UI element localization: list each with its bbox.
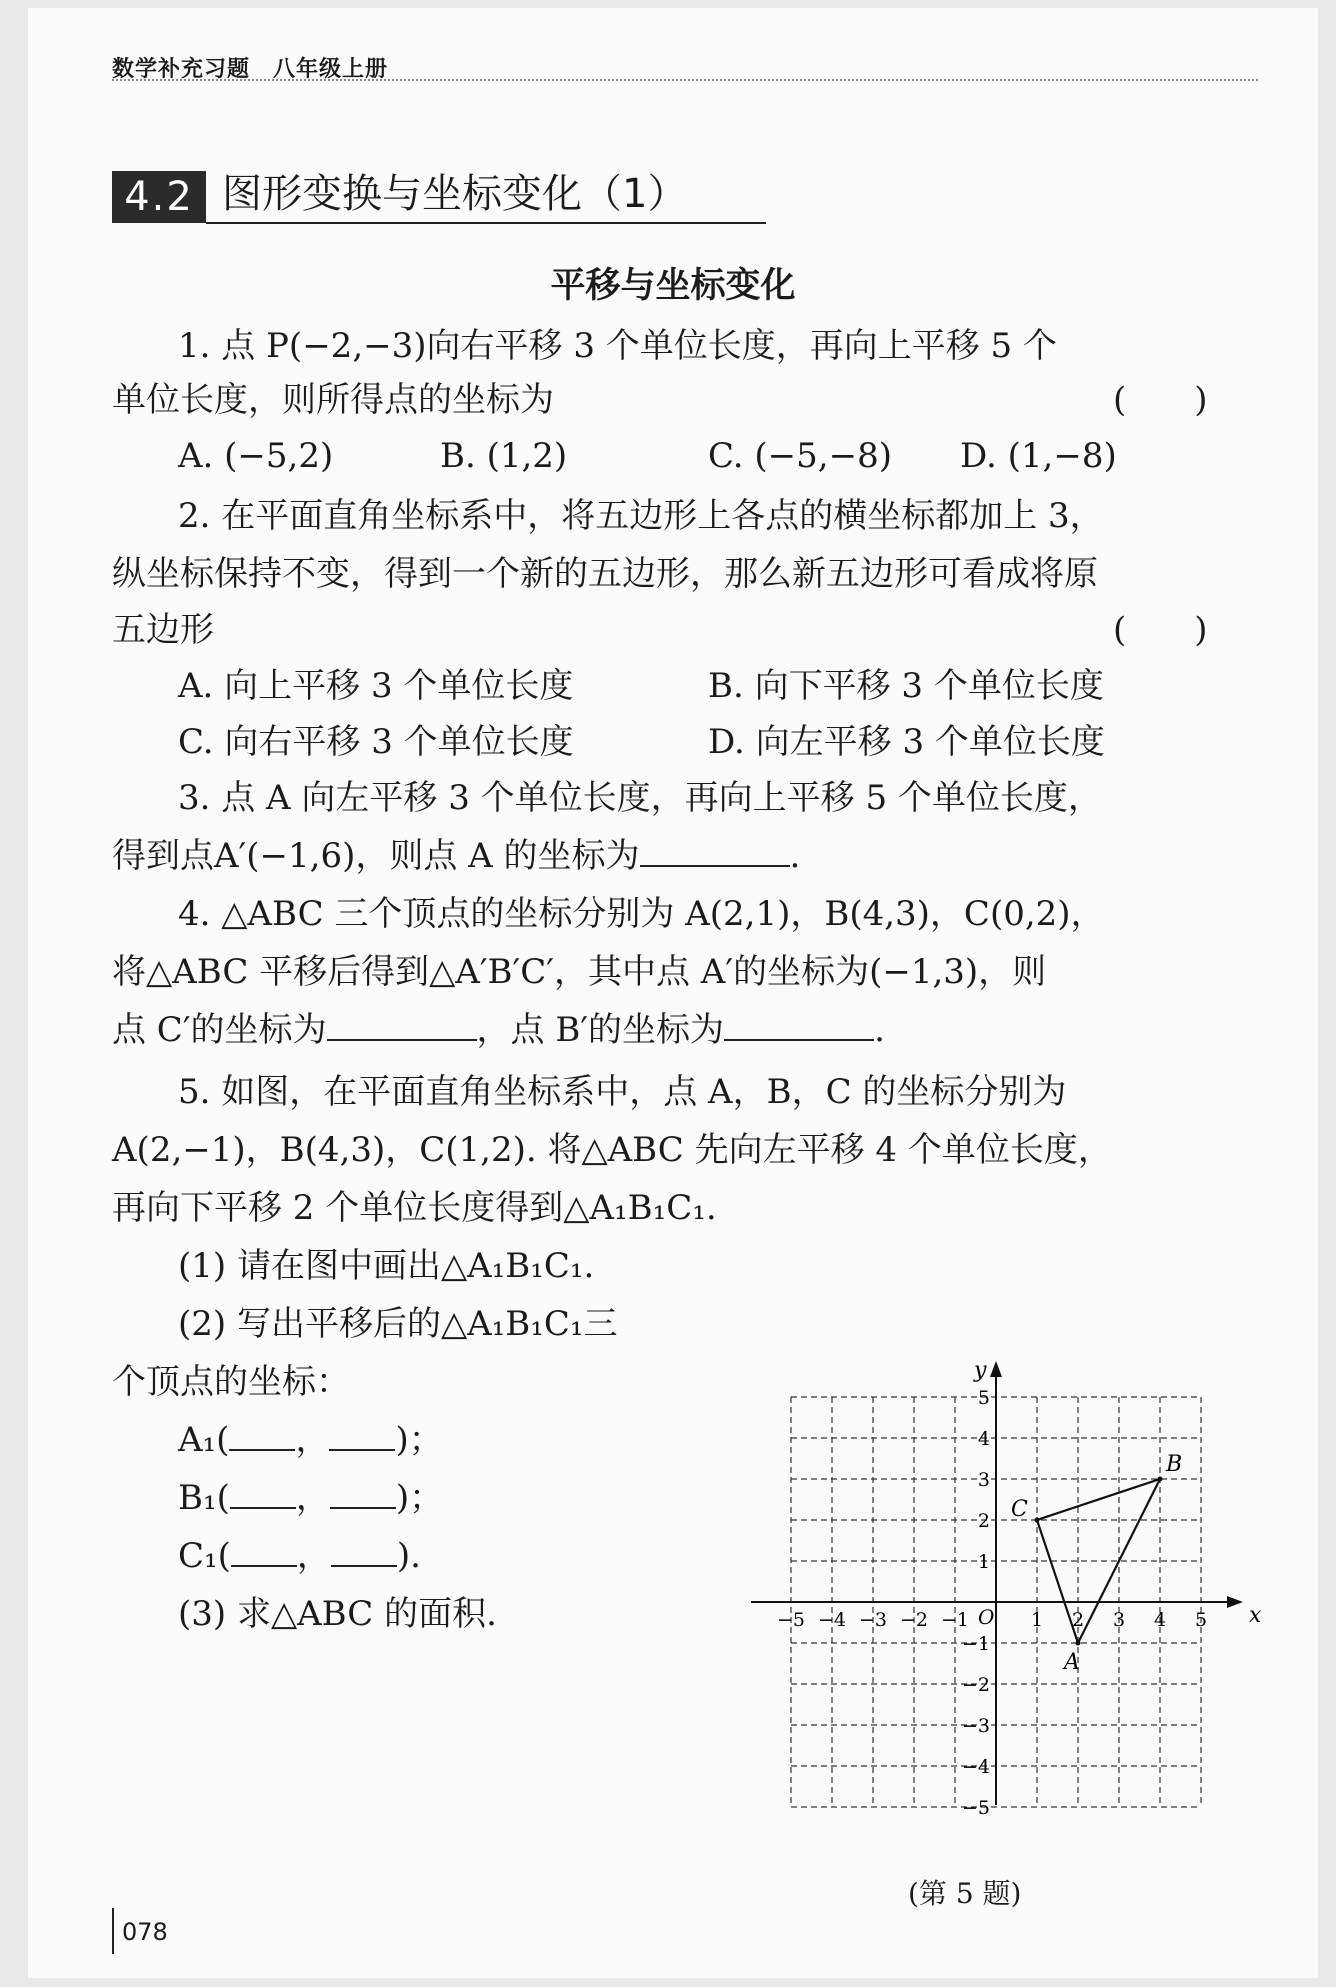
vertex-label: A xyxy=(1064,1650,1080,1675)
q2-option-b: B. 向下平移 3 个单位长度 xyxy=(708,666,1104,706)
q5-c1-label: C₁( xyxy=(178,1536,231,1576)
q2-line3: 五边形 xyxy=(112,610,214,650)
q5-part2-line1: (2) 写出平移后的△A₁B₁C₁三 xyxy=(178,1304,618,1344)
q5-a1-y-blank[interactable] xyxy=(329,1419,395,1451)
q1-option-d: D. (1,−8) xyxy=(960,436,1117,476)
q5-c1-row xyxy=(178,1534,421,1578)
q5-a1-x-blank[interactable] xyxy=(229,1419,295,1451)
coordinate-grid-figure xyxy=(738,1336,1278,1816)
q2-line2: 纵坐标保持不变，得到一个新的五边形，那么新五边形可看成将原 xyxy=(112,554,1098,594)
y-tick-label: 2 xyxy=(977,1510,990,1532)
q4-b-prime-blank[interactable] xyxy=(724,1009,874,1041)
vertex-point xyxy=(1035,1518,1040,1523)
q3-answer-blank[interactable] xyxy=(640,835,790,867)
q1-line1: 1. 点 P(−2,−3)向右平移 3 个单位长度，再向上平移 5 个 xyxy=(178,326,1058,366)
q5-a1-label: A₁( xyxy=(178,1420,230,1460)
q1-option-b: B. (1,2) xyxy=(440,436,568,476)
x-tick-label: 2 xyxy=(1071,1609,1085,1631)
q1-line2: 单位长度，则所得点的坐标为 xyxy=(112,380,554,420)
x-axis-arrow xyxy=(1227,1596,1243,1608)
y-axis-label: y xyxy=(974,1358,987,1383)
y-tick-label: −1 xyxy=(961,1633,990,1655)
running-header: 数学补充习题 八年级上册 xyxy=(112,57,389,82)
page xyxy=(28,8,1318,1978)
q5-b1-close: )； xyxy=(395,1478,444,1518)
q2-option-c: C. 向右平移 3 个单位长度 xyxy=(178,722,574,762)
page-number: 078 xyxy=(122,1918,168,1946)
y-tick-label: 5 xyxy=(977,1387,990,1409)
y-tick-label: −3 xyxy=(961,1715,990,1737)
q5-c1-comma: ， xyxy=(296,1536,331,1576)
q5-a1-comma: ， xyxy=(295,1420,330,1460)
figure-caption: (第 5 题) xyxy=(908,1877,1022,1910)
header-rule xyxy=(112,79,1258,81)
q4-c-prime-blank[interactable] xyxy=(327,1009,477,1041)
subsection-title: 平移与坐标变化 xyxy=(550,266,796,306)
q5-part3: (3) 求△ABC 的面积. xyxy=(178,1594,497,1634)
x-tick-label: −3 xyxy=(858,1609,888,1631)
q5-b1-label: B₁( xyxy=(178,1478,230,1518)
q4-line1: 4. △ABC 三个顶点的坐标分别为 A(2,1)，B(4,3)，C(0,2)， xyxy=(178,894,1105,934)
q5-b1-y-blank[interactable] xyxy=(330,1477,396,1509)
q2-option-d: D. 向左平移 3 个单位长度 xyxy=(708,722,1105,762)
q2-line1: 2. 在平面直角坐标系中，将五边形上各点的横坐标都加上 3， xyxy=(178,496,1104,536)
q4-line3-end: . xyxy=(874,1010,885,1050)
q5-b1-comma: ， xyxy=(295,1478,330,1518)
q5-c1-x-blank[interactable] xyxy=(231,1535,297,1567)
q5-b1-x-blank[interactable] xyxy=(230,1477,296,1509)
q2-option-a: A. 向上平移 3 个单位长度 xyxy=(178,666,574,706)
q5-line3: 再向下平移 2 个单位长度得到△A₁B₁C₁. xyxy=(112,1188,717,1228)
q1-option-c: C. (−5,−8) xyxy=(708,436,892,476)
vertex-label: B xyxy=(1166,1452,1183,1477)
footer-rule xyxy=(112,1908,114,1954)
q5-line2: A(2,−1)，B(4,3)，C(1,2). 将△ABC 先向左平移 4 个单位长度， xyxy=(112,1130,1112,1170)
y-tick-label: 1 xyxy=(977,1551,990,1573)
q4-line3 xyxy=(112,1008,885,1052)
q1-option-a: A. (−5,2) xyxy=(178,436,334,476)
y-tick-label: 3 xyxy=(977,1469,990,1491)
q3-line2 xyxy=(112,834,800,878)
section-rule xyxy=(206,222,766,224)
q5-c1-y-blank[interactable] xyxy=(331,1535,397,1567)
vertex-label: C xyxy=(1011,1497,1028,1522)
x-tick-label: 1 xyxy=(1030,1609,1044,1631)
q5-line1: 5. 如图，在平面直角坐标系中，点 A，B，C 的坐标分别为 xyxy=(178,1072,1067,1112)
q4-line2: 将△ABC 平移后得到△A′B′C′，其中点 A′的坐标为(−1,3)，则 xyxy=(112,952,1047,992)
x-tick-label: −4 xyxy=(817,1609,847,1631)
x-tick-label: 4 xyxy=(1153,1609,1167,1631)
q5-a1-row xyxy=(178,1418,443,1462)
y-tick-label: −2 xyxy=(961,1674,990,1696)
y-tick-label: −5 xyxy=(961,1797,990,1816)
q4-c-prime-label: 点 C′的坐标为 xyxy=(112,1010,327,1050)
q4-b-prime-label: ，点 B′的坐标为 xyxy=(476,1010,725,1050)
q3-line2-end: . xyxy=(789,836,801,876)
q5-b1-row xyxy=(178,1476,443,1520)
x-tick-label: −5 xyxy=(776,1609,806,1631)
q3-line2-text: 得到点A′(−1,6)，则点 A 的坐标为 xyxy=(112,836,640,876)
vertex-point xyxy=(1158,1477,1163,1482)
x-tick-label: 5 xyxy=(1194,1609,1208,1631)
q3-line1: 3. 点 A 向左平移 3 个单位长度，再向上平移 5 个单位长度， xyxy=(178,778,1102,818)
q5-part2-line2: 个顶点的坐标： xyxy=(112,1362,350,1402)
y-axis-arrow xyxy=(990,1361,1002,1377)
section-title: 图形变换与坐标变化（1） xyxy=(222,171,688,217)
q5-a1-close: )； xyxy=(395,1420,443,1460)
y-tick-label: −4 xyxy=(961,1756,990,1778)
y-tick-label: 4 xyxy=(977,1428,990,1450)
section-number: 4.2 xyxy=(112,171,206,223)
x-tick-label: −2 xyxy=(899,1609,929,1631)
x-axis-label: x xyxy=(1249,1603,1262,1628)
q1-answer-bracket: ( ) xyxy=(1113,380,1208,420)
q5-c1-close: ). xyxy=(396,1536,421,1576)
x-tick-label: −1 xyxy=(940,1609,970,1631)
vertex-point xyxy=(1076,1641,1081,1646)
q2-answer-bracket: ( ) xyxy=(1113,610,1208,650)
x-tick-label: 3 xyxy=(1112,1609,1126,1631)
q5-part1: (1) 请在图中画出△A₁B₁C₁. xyxy=(178,1246,595,1286)
origin-label: O xyxy=(978,1605,995,1629)
